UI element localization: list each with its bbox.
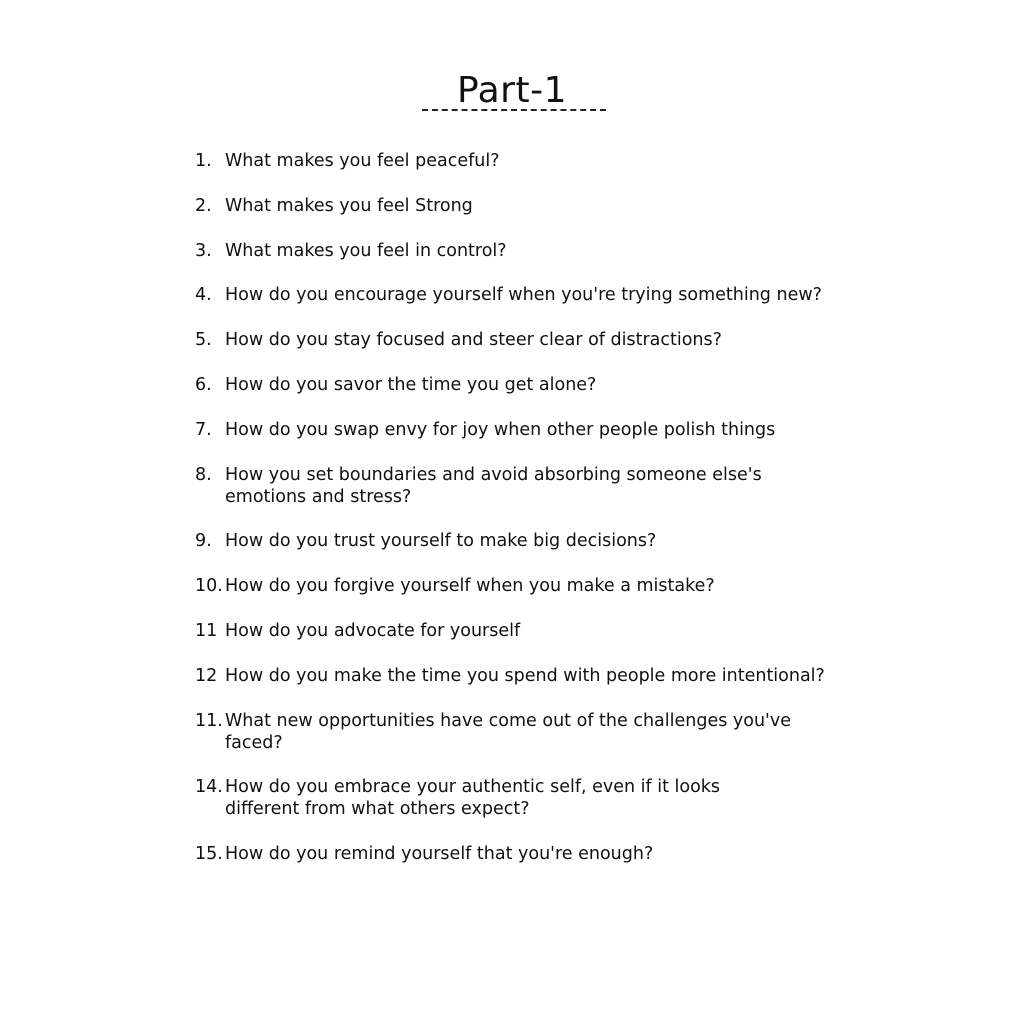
question-item	[195, 620, 835, 642]
question-item	[195, 464, 835, 508]
question-number: 11	[195, 620, 218, 641]
question-number: 14.	[195, 777, 223, 798]
question-item	[195, 575, 835, 597]
question-number: 7.	[195, 419, 212, 440]
question-item	[195, 843, 835, 865]
question-number: 2.	[195, 195, 212, 216]
question-text: How do you trust yourself to make big decisions?	[225, 531, 657, 552]
question-number: 15.	[195, 844, 223, 865]
question-text: How do you savor the time you get alone?	[225, 374, 597, 395]
question-text: How you set boundaries and avoid absorbing someone else's emotions and stress?	[225, 464, 762, 507]
question-item	[195, 530, 835, 552]
question-item	[195, 240, 835, 262]
question-list	[195, 150, 835, 888]
question-text: How do you embrace your authentic self, even if it looks different from what others expect?	[225, 777, 721, 820]
question-item	[195, 195, 835, 217]
question-text: How do you forgive yourself when you make a mistake?	[225, 576, 715, 597]
question-text: What new opportunities have come out of the challenges you've faced?	[225, 710, 791, 753]
question-item	[195, 374, 835, 396]
title-dashed-underline	[422, 109, 606, 111]
question-number: 4.	[195, 285, 212, 306]
question-number: 8.	[195, 464, 212, 485]
question-item	[195, 150, 835, 172]
question-text: What makes you feel in control?	[225, 240, 507, 261]
question-item	[195, 329, 835, 351]
question-number: 12	[195, 665, 218, 686]
question-item	[195, 665, 835, 687]
question-text: How do you remind yourself that you're enough?	[225, 844, 654, 865]
question-item	[195, 776, 835, 820]
question-number: 5.	[195, 330, 212, 351]
question-number: 1.	[195, 151, 212, 171]
question-number: 11.	[195, 710, 223, 731]
question-number: 9.	[195, 531, 212, 552]
page-title: Part-1	[457, 70, 567, 111]
question-number: 3.	[195, 240, 212, 261]
question-text: What makes you feel peaceful?	[225, 151, 500, 171]
title-container	[0, 68, 1024, 114]
question-number: 6.	[195, 374, 212, 395]
question-number: 10.	[195, 576, 223, 597]
question-item	[195, 710, 835, 754]
question-item	[195, 419, 835, 441]
question-text: How do you advocate for yourself	[225, 620, 521, 641]
question-item	[195, 284, 835, 306]
question-text: How do you encourage yourself when you're trying something new?	[225, 285, 822, 306]
question-text: What makes you feel Strong	[225, 195, 473, 216]
question-text: How do you swap envy for joy when other people polish things	[225, 419, 776, 440]
question-text: How do you make the time you spend with people more intentional?	[225, 665, 825, 686]
question-text: How do you stay focused and steer clear of distractions?	[225, 330, 722, 351]
